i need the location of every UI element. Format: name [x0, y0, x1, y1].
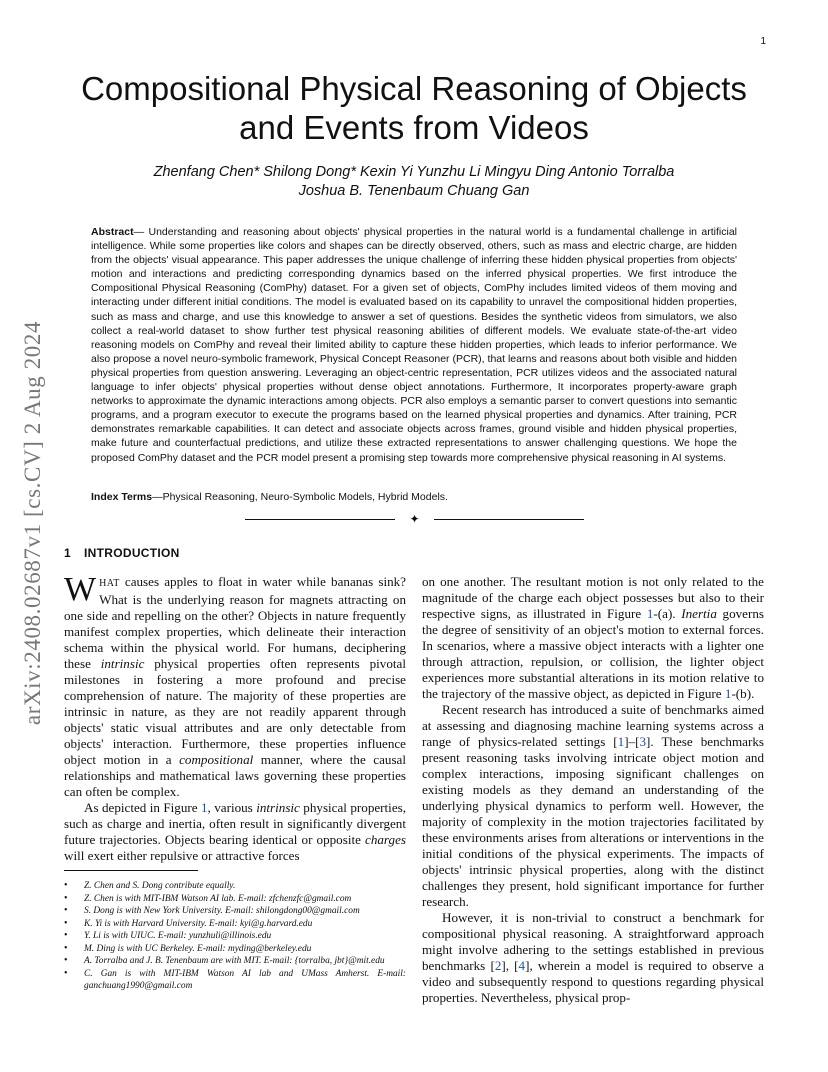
section-divider [245, 512, 584, 526]
left-column [64, 571, 406, 864]
text-run: ]. These benchmarks present reasoning tasks involving intricate object motion and complex interactions, imposing significant challenges on existing models as they demand an understanding of the underlying physical dynamics to perform well. However, the majority of complexity in the motion trajectories facilitated by these environments arises from alterations or interventions in the initial conditions of the physical experiments. The impacts of objects' intrinsic physical properties, along with the distinct challenges they present, hold significant importance for further research. [422, 734, 764, 909]
smallcaps-lead: HAT [99, 578, 120, 589]
footnote-item: • Z. Chen is with MIT-IBM Watson AI lab. E-mail: zfchenzfc@gmail.com [64, 893, 406, 906]
text-run: As depicted in Figure [84, 800, 201, 815]
figure-ref-link[interactable]: 1 [646, 606, 654, 621]
footnote-item: • A. Torralba and J. B. Tenenbaum are with MIT. E-mail: {torralba, jbt}@mit.edu [64, 955, 406, 968]
index-terms-text: —Physical Reasoning, Neuro-Symbolic Models, Hybrid Models. [152, 491, 448, 503]
section-title: INTRODUCTION [84, 546, 180, 560]
text-run: will exert either repulsive or attractive forces [64, 848, 300, 863]
arxiv-stamp [20, 288, 46, 758]
footnote-item: • C. Gan is with MIT-IBM Watson AI lab and UMass Amherst. E-mail: ganchuang1990@gmail.com [64, 968, 406, 993]
footnotes [64, 880, 406, 993]
text-run: -(a). [653, 606, 682, 621]
authors-line-1: Zhenfang Chen* Shilong Dong* Kexin Yi Yunzhu Li Mingyu Ding Antonio Torralba [153, 164, 675, 180]
intro-paragraph-2 [64, 800, 406, 864]
footnote-item: • S. Dong is with New York University. E-mail: shilongdong00@gmail.com [64, 905, 406, 918]
section-heading [64, 546, 180, 560]
authors-line-2: Joshua B. Tenenbaum Chuang Gan [298, 183, 530, 199]
citation-link[interactable]: 3 [639, 734, 647, 749]
footnote-item: • K. Yi is with Harvard University. E-mail: kyi@g.harvard.edu [64, 918, 406, 931]
footnote-item: • Z. Chen and S. Dong contribute equally. [64, 880, 406, 893]
citation-link[interactable]: 4 [518, 958, 526, 973]
citation-link[interactable]: 2 [494, 958, 502, 973]
abstract-label: Abstract [91, 226, 134, 238]
text-run: However, it is non-trivial to construct a benchmark for compositional physical reasoning. A straightforward approach might involve adhering to the settings established in previous benchmarks [ [422, 910, 764, 973]
text-run: ], [ [501, 958, 519, 973]
abstract [91, 225, 737, 465]
intro-paragraph-4 [422, 702, 764, 910]
right-column [422, 574, 764, 1006]
text-run: ], wherein a model is required to observe a video and subsequently respond to questions regarding physical properties. Nevertheless, physical prop- [422, 958, 764, 1005]
emphasis: intrinsic [100, 656, 145, 671]
divider-diamond-icon: ✦ [409, 512, 420, 526]
intro-paragraph-5 [422, 910, 764, 1006]
intro-paragraph-1 [64, 571, 406, 800]
abstract-text: — Understanding and reasoning about objects' physical properties in the natural world is a fundamental challenge in artificial intelligence. While some properties like colors and shapes can be directly observed, others, such as mass and electric charge, are hidden from the objects' visual appearance. This paper addresses the unique challenge of inferring these hidden physical properties from objects' motion and interactions and predicting corresponding dynamics based on the inferred physical properties. We first introduce the Compositional Physical Reasoning (ComPhy) dataset. For a given set of objects, ComPhy includes limited videos of them moving and interacting under different initial conditions. The model is evaluated based on its capability to unravel the compositional hidden properties, such as mass and charge, and use this knowledge to answer a set of questions. Besides the synthetic videos from simulators, we also collect a real-world dataset to show further test physical reasoning abilities of different models. We evaluate state-of-the-art video reasoning models on ComPhy and reveal their limited ability to capture these hidden properties, which leads to inferior performance. We also propose a novel neuro-symbolic framework, Physical Concept Reasoner (PCR), that learns and reasons about both visible and hidden physical properties from question answering. Leveraging an object-centric representation, PCR utilizes videos and the associated natural language to infer objects' physical properties without dense object annotations. Furthermore, It incorporates property-aware graph networks to approximate the dynamic interactions among objects. PCR also employs a semantic parser to convert questions into semantic programs, and a program executor to execute the programs based on the learned physical properties and dynamics. After training, PCR demonstrates remarkable capabilities. It can detect and associate objects across frames, ground visible and hidden physical properties, make future and counterfactual predictions, and utilize these extracted representations to answer challenging questions. We hope the proposed ComPhy dataset and the PCR model present a promising step towards more comprehensive physical reasoning in AI systems. [91, 226, 737, 464]
intro-paragraph-3 [422, 574, 764, 702]
emphasis: Inertia [681, 606, 717, 621]
text-run: , various [207, 800, 257, 815]
emphasis: compositional [179, 752, 254, 767]
text-run: on one another. The resultant motion is not only related to the magnitude of the charge each object possesses but also to their respective signs, as illustrated in Figure [422, 574, 764, 621]
divider-line-right [434, 519, 584, 520]
text-run: causes apples to float in water while bananas sink? What is the underlying reason for magnets attracting on one side and repelling on the other? Objects in nature frequently manifest complex properties, which delineate their interaction schema within the physical world. For humans, deciphering these [64, 574, 406, 671]
text-run: Recent research has introduced a suite of benchmarks aimed at assessing and diagnosing machine learning systems across a range of physics-related settings [ [422, 702, 764, 749]
text-run: ]–[ [624, 734, 640, 749]
index-terms-label: Index Terms [91, 491, 153, 503]
arxiv-stamp-text: arXiv:2408.02687v1 [cs.CV] 2 Aug 2024 [20, 320, 45, 726]
paper-title: Compositional Physical Reasoning of Objects and Events from Videos [81, 70, 747, 146]
divider-line-left [245, 519, 395, 520]
text-run: manner, where the causal relationships and mathematical laws governing these properties can often be complex. [64, 752, 406, 799]
text-run: physical properties often represents pivotal milestones in fostering a more profound and precise comprehension of nature. The majority of these properties are intrinsic in nature, as they are not readily apparent through objects' static visual attributes and are only detectable from objects' interaction. Furthermore, these properties influence object motion in a [64, 656, 406, 767]
figure-ref-link[interactable]: 1 [200, 800, 208, 815]
index-terms [91, 491, 448, 503]
footnote-item: • M. Ding is with UC Berkeley. E-mail: myding@berkeley.edu [64, 943, 406, 956]
text-run: -(b). [731, 686, 755, 701]
footnote-item: • Y. Li is with UIUC. E-mail: yunzhuli@illinois.edu [64, 930, 406, 943]
section-number: 1 [64, 546, 71, 560]
citation-link[interactable]: 1 [617, 734, 625, 749]
page-number: 1 [760, 36, 766, 47]
text-run: physical properties, such as charge and inertia, often result in significantly divergent future trajectories. Objects bearing identical or opposite [64, 800, 406, 847]
author-list [70, 163, 758, 201]
figure-ref-link[interactable]: 1 [724, 686, 732, 701]
footnote-rule [64, 870, 198, 871]
dropcap: W [64, 571, 97, 608]
emphasis: charges [365, 832, 406, 847]
text-run: governs the degree of sensitivity of an object's motion to external forces. In scenarios, where a massive object interacts with a lighter one through attraction, repulsion, or collision, the lighter object experiences more substantial alterations in its motion relative to the trajectory of the massive object, as depicted in Figure [422, 606, 764, 701]
emphasis: intrinsic [256, 800, 300, 815]
